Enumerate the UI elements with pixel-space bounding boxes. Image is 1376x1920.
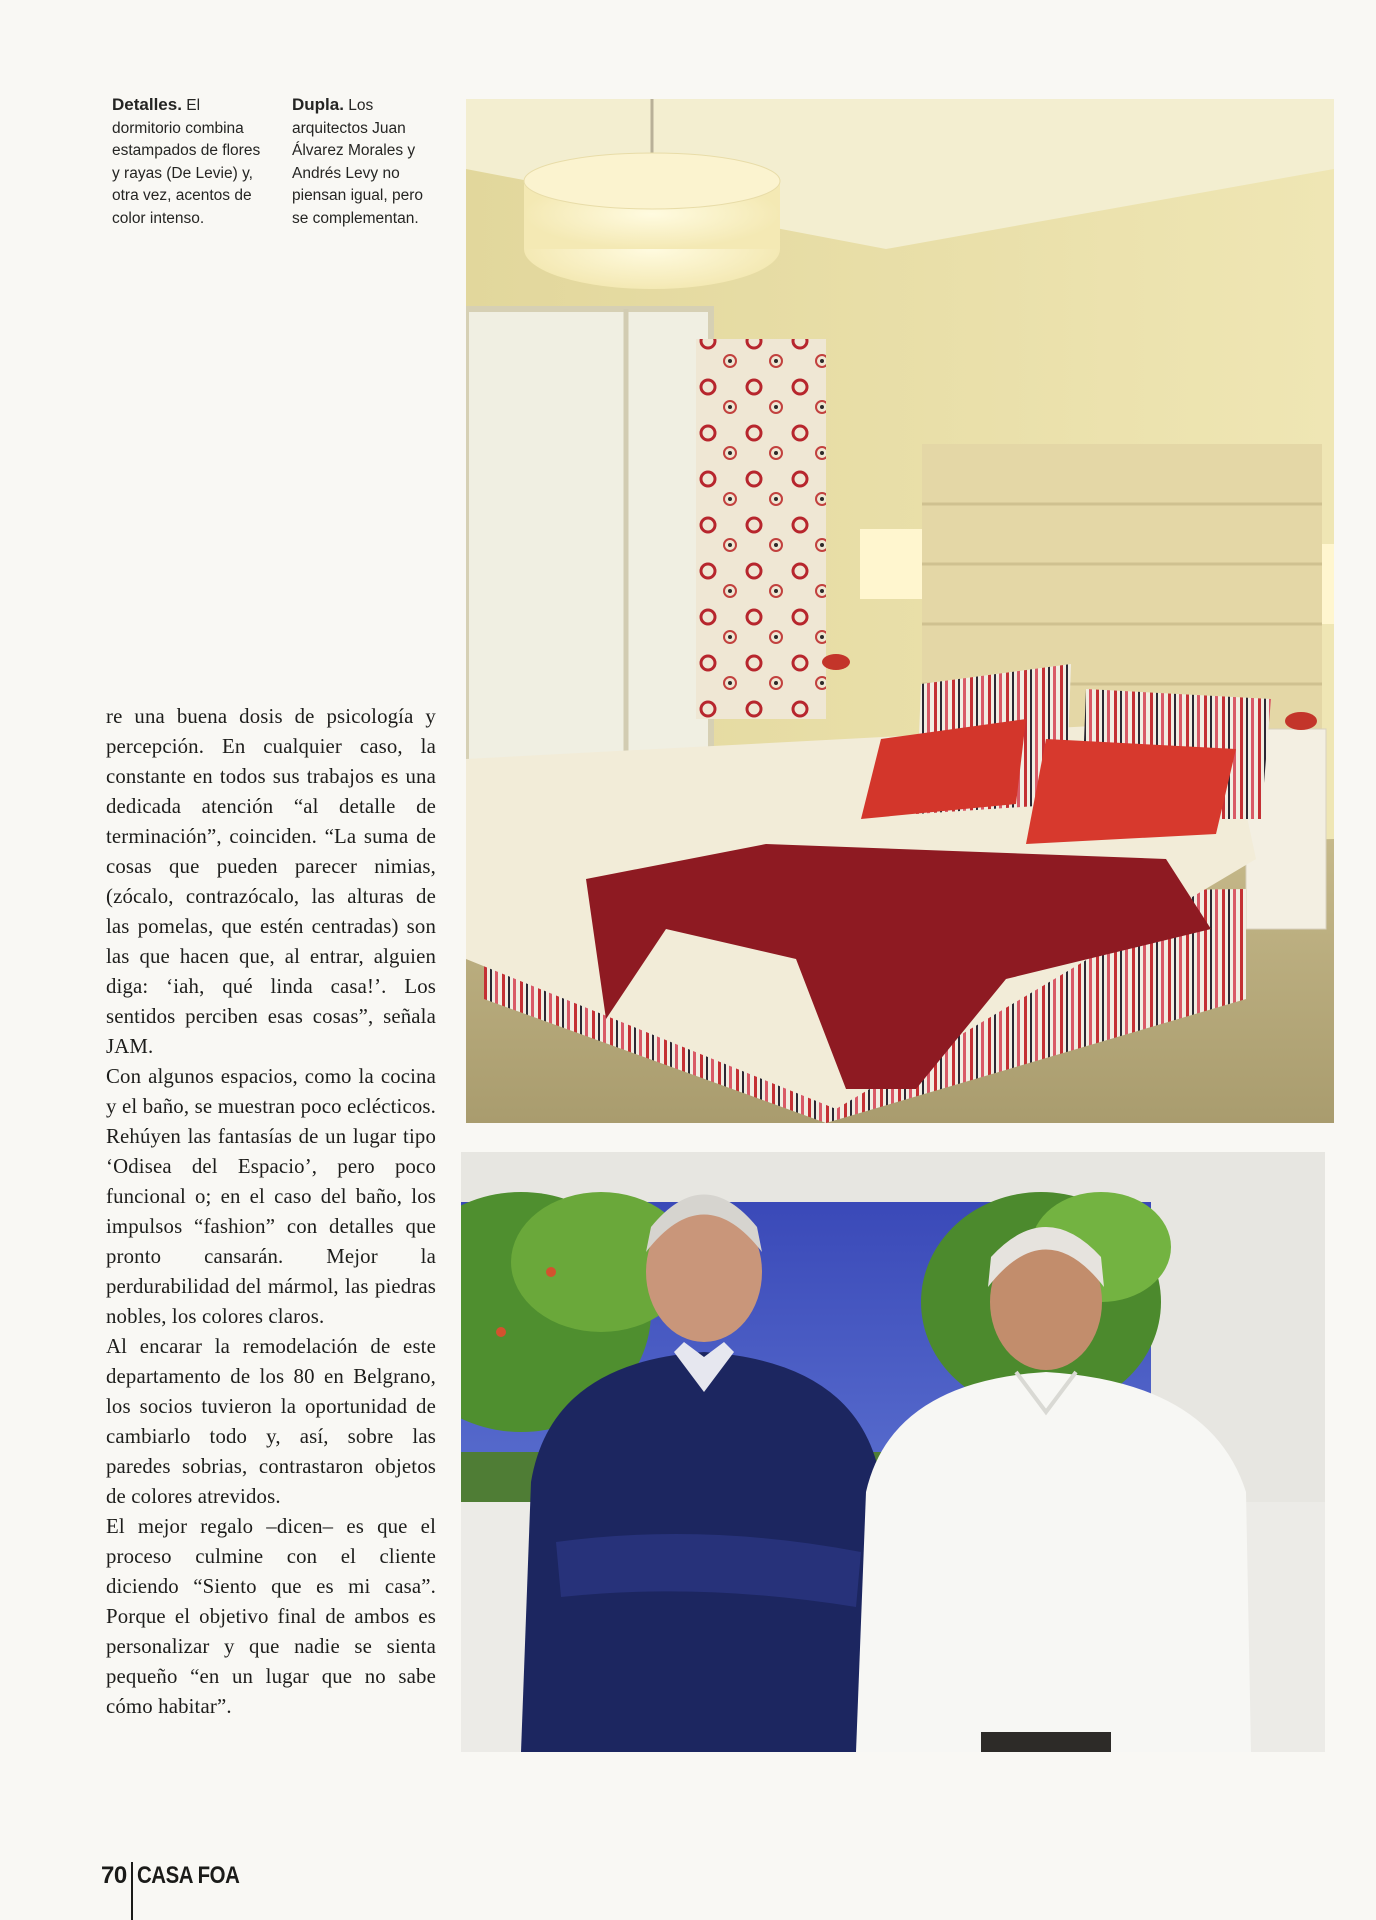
caption-title: Detalles. — [112, 95, 182, 114]
caption-text: Los arquitectos Juan Álvarez Morales y Andrés Levy no piensan igual, pero se complementan. — [292, 97, 423, 227]
article-paragraph: El mejor regalo –dicen– es que el proceso culmine con el cliente diciendo “Siento que es mi casa”. Porque el objetivo final de ambos es personalizar y que nadie se sienta pequeño “en un lugar que no sabe cómo habitar”. — [106, 1515, 436, 1718]
caption-text: El dormitorio combina estampados de flores y rayas (De Levie) y, otra vez, acentos de color intenso. — [112, 97, 261, 227]
page-footer — [101, 1862, 257, 1920]
caption-title: Dupla. — [292, 95, 344, 114]
article-paragraph: Con algunos espacios, como la cocina y el baño, se muestran poco eclécticos. Rehúyen las fantasías de un lugar tipo ‘Odisea del Espacio’, pero poco funcional o; en el caso del baño, los impulsos “fashion” con detalles que pronto cansarán. Mejor la perdurabilidad del mármol, las piedras nobles, los colores claros. — [106, 1065, 436, 1328]
caption-detalles — [112, 94, 272, 230]
bedroom-illustration — [466, 99, 1334, 1123]
bedroom-photo — [466, 99, 1334, 1123]
partners-illustration — [461, 1152, 1325, 1752]
footer-divider — [131, 1862, 133, 1920]
page-number: 70 — [101, 1862, 127, 1889]
article-paragraph: Al encarar la remodelación de este departamento de los 80 en Belgrano, los socios tuvieron la oportunidad de cambiarlo todo y, así, sobre las paredes sobrias, contrastaron objetos de colores atrevidos. — [106, 1335, 436, 1508]
partners-photo — [461, 1152, 1325, 1752]
magazine-name: CASA FOA — [136, 1862, 240, 1889]
caption-dupla — [292, 94, 442, 230]
article-paragraph: re una buena dosis de psicología y percepción. En cualquier caso, la constante en todos sus trabajos es una dedicada atención “al detalle de terminación”, coinciden. “La suma de cosas que pueden parecer nimias, (zócalo, contrazócalo, las alturas de las pomelas, que estén centradas) son las que hacen que, al entrar, alguien diga: ‘iah, qué linda casa!’. Los sentidos perciben esas cosas”, señala JAM. — [106, 705, 436, 1058]
article-body — [106, 702, 436, 1722]
